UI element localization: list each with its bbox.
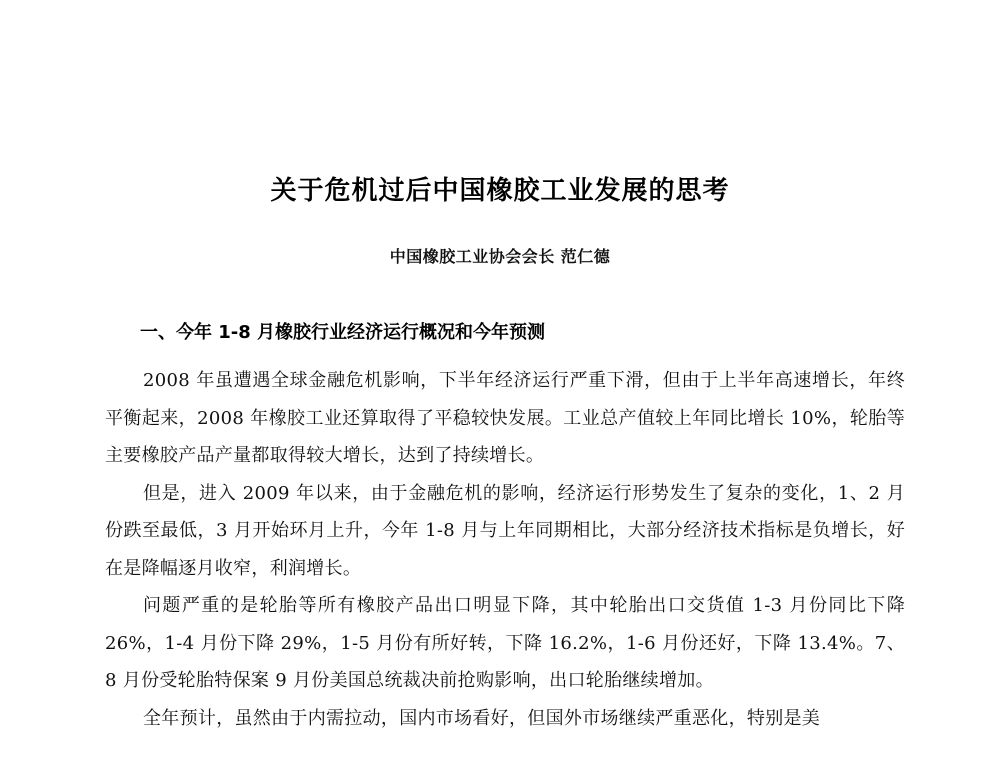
- section-heading: 一、今年 1-8 月橡胶行业经济运行概况和今年预测: [140, 322, 546, 343]
- paragraph: 2008 年虽遭遇全球金融危机影响，下半年经济运行严重下滑，但由于上半年高速增长，年终平衡起来，2008 年橡胶工业还算取得了平稳较快发展。工业总产值较上年同比增长 10%，轮胎等主要橡胶产品产量都取得较大增长，达到了持续增长。: [105, 370, 905, 466]
- paragraph: 问题严重的是轮胎等所有橡胶产品出口明显下降，其中轮胎出口交货值 1-3 月份同比下降 26%，1-4 月份下降 29%，1-5 月份有所好转，下降 16.2%，1-6 月份还好，下降 13.4%。7、8 月份受轮胎特保案 9 月份美国总统裁决前抢购影响，出口轮胎继续增加。: [105, 595, 905, 691]
- document-title: 关于危机过后中国橡胶工业发展的思考: [270, 176, 730, 206]
- paragraph: 但是，进入 2009 年以来，由于金融危机的影响，经济运行形势发生了复杂的变化，1、2 月份跌至最低，3 月开始环月上升，今年 1-8 月与上年同期相比，大部分经济技术指标是负增长，好在是降幅逐月收窄，利润增长。: [105, 482, 905, 579]
- body-text: [105, 362, 905, 737]
- paragraph: 全年预计，虽然由于内需拉动，国内市场看好，但国外市场继续严重恶化，特别是美: [143, 707, 821, 729]
- author-line: 中国橡胶工业协会会长 范仁德: [389, 247, 611, 266]
